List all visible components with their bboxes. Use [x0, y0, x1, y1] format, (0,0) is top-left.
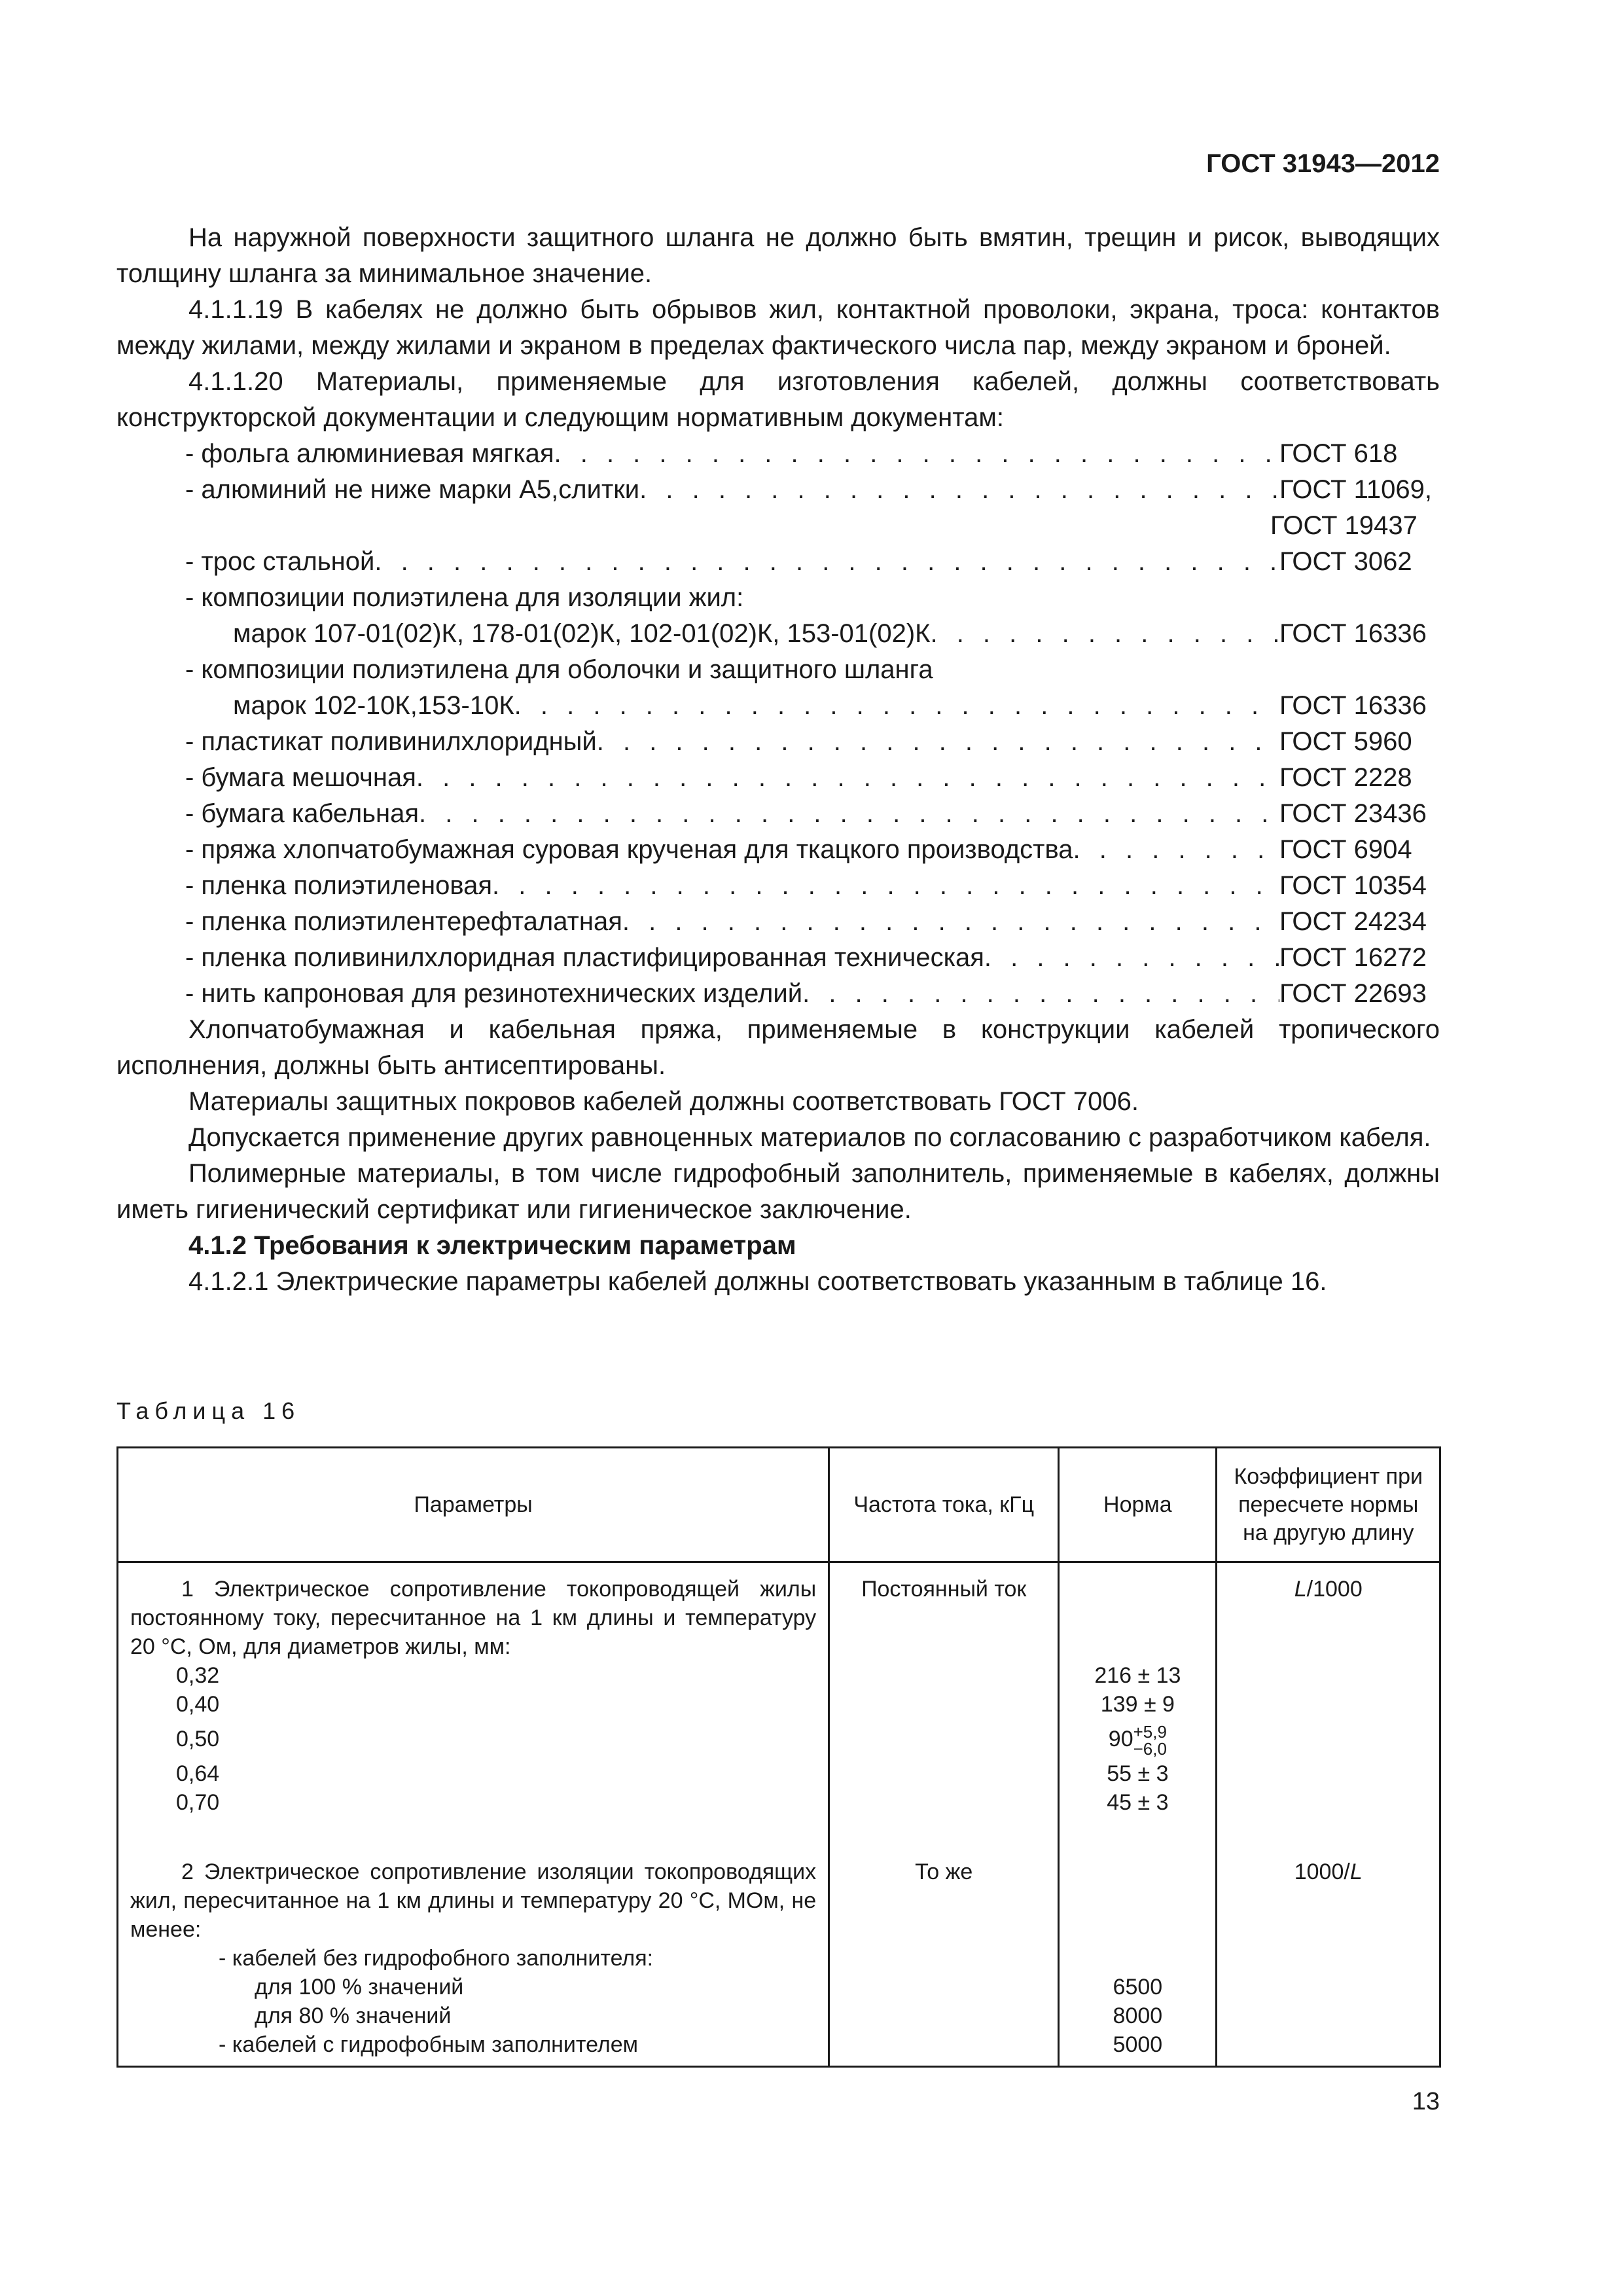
- freq-value: То же: [915, 1859, 973, 1884]
- material-label: - композиции полиэтилена для изоляции жил:: [185, 583, 744, 612]
- material-label: - бумага кабельная: [185, 799, 419, 828]
- tolerance: [1133, 1723, 1167, 1757]
- leader-dots: [514, 688, 1279, 724]
- list-item: [116, 688, 1440, 724]
- standard-ref: ГОСТ 16272: [1279, 943, 1427, 972]
- standard-ref: ГОСТ 3062: [1279, 547, 1412, 576]
- material-label: - алюминий не ниже марки А5,слитки: [185, 475, 640, 504]
- param-text: 1 Электрическое сопротивление токопроводящей жилы постоянному току, пересчитанное на 1 км длины и температуру 20 °С, Ом, для диаметров жилы, мм:: [130, 1577, 817, 1659]
- norm-value: 8000: [1113, 2003, 1163, 2028]
- table-row: [118, 1846, 1440, 2067]
- column-header: Частота тока, кГц: [829, 1448, 1059, 1562]
- freq-value: Постоянный ток: [861, 1577, 1027, 1602]
- tolerance-upper: +5,9: [1133, 1722, 1167, 1742]
- diameter-value: 0,70: [176, 1790, 220, 1815]
- leader-dots: [802, 976, 1279, 1012]
- diameter-value: 0,32: [176, 1663, 220, 1688]
- paragraph: На наружной поверхности защитного шланга не должно быть вмятин, трещин и рисок, выводящих толщину шланга за минимальное значение.: [116, 223, 1440, 288]
- material-label: - пластикат поливинилхлоридный: [185, 727, 597, 756]
- freq-cell: [829, 1562, 1059, 1846]
- leader-dots: [930, 616, 1279, 652]
- norm-cell: [1059, 1562, 1217, 1846]
- param-text: 2 Электрическое сопротивление изоляции токопроводящих жил, пересчитанное на 1 км длины и температуру 20 °С, МОм, не менее:: [130, 1859, 817, 1942]
- standard-ref: ГОСТ 2228: [1279, 763, 1412, 792]
- list-item: [116, 580, 1440, 616]
- row-spacer: [130, 1817, 816, 1846]
- table-row: [118, 1562, 1440, 1846]
- norm-base: 90: [1108, 1727, 1133, 1751]
- coef-cell: [1217, 1846, 1440, 2067]
- standard-ref-continuation: ГОСТ 19437: [1270, 511, 1418, 540]
- list-item: [116, 436, 1440, 472]
- diameter-value: 0,40: [176, 1692, 220, 1717]
- norm-cell: [1059, 1846, 1217, 2067]
- standard-ref: ГОСТ 16336: [1279, 619, 1427, 648]
- paragraph: Полимерные материалы, в том числе гидрофобный заполнитель, применяемые в кабелях, должны иметь гигиенический сертификат или гигиеническое заключение.: [116, 1159, 1440, 1224]
- material-label: - пряжа хлопчатобумажная суровая крученая для ткацкого производства: [185, 835, 1073, 864]
- leader-dots: [416, 760, 1279, 796]
- param-subitem: для 80 % значений: [255, 2003, 452, 2028]
- leader-dots: [374, 544, 1279, 580]
- paragraph: Допускается применение других равноценных материалов по согласованию с разработчиком кабеля.: [188, 1123, 1431, 1152]
- leader-dots: [492, 868, 1279, 904]
- standard-ref: ГОСТ 22693: [1279, 979, 1427, 1008]
- leader-dots: [622, 904, 1279, 940]
- coef-length-symbol: L: [1349, 1859, 1363, 1884]
- standard-ref: ГОСТ 16336: [1279, 691, 1427, 720]
- parameters-table: [116, 1446, 1441, 2068]
- diameter-value: 0,64: [176, 1761, 220, 1786]
- coef-value: [1229, 1575, 1427, 1604]
- list-item: [116, 760, 1440, 796]
- diameter-value: 0,50: [176, 1727, 220, 1751]
- materials-list: [116, 436, 1440, 1012]
- standard-ref: ГОСТ 618: [1279, 439, 1398, 468]
- leader-dots: [984, 940, 1279, 976]
- paragraph: 4.1.2.1 Электрические параметры кабелей должны соответствовать указанным в таблице 16.: [188, 1267, 1327, 1296]
- page-number: 13: [1412, 2088, 1440, 2115]
- leader-dots: [554, 436, 1279, 472]
- list-item: [116, 976, 1440, 1012]
- coef-divisor: /1000: [1306, 1577, 1363, 1602]
- leader-dots: [639, 472, 1279, 508]
- list-item: [116, 796, 1440, 832]
- list-item: [116, 940, 1440, 976]
- list-item: [116, 868, 1440, 904]
- coef-numerator: 1000/: [1294, 1859, 1350, 1884]
- list-item: [116, 724, 1440, 760]
- standard-ref: ГОСТ 24234: [1279, 907, 1427, 936]
- coef-value: [1229, 1857, 1427, 1886]
- list-item: [116, 472, 1440, 508]
- list-item: [116, 832, 1440, 868]
- column-header: Параметры: [118, 1448, 829, 1562]
- tolerance-lower: −6,0: [1133, 1739, 1167, 1759]
- leader-dots: [1073, 832, 1279, 868]
- column-header: Норма: [1059, 1448, 1217, 1562]
- coef-length-symbol: L: [1294, 1577, 1307, 1602]
- standard-ref: ГОСТ 11069,: [1279, 475, 1433, 504]
- standard-ref: ГОСТ 23436: [1279, 799, 1427, 828]
- paragraph: 4.1.1.20 Материалы, применяемые для изготовления кабелей, должны соответствовать конструкторской документации и следующим нормативным документам:: [116, 367, 1440, 432]
- list-item: [116, 616, 1440, 652]
- material-label: - трос стальной: [185, 547, 375, 576]
- param-cell: [118, 1846, 829, 2067]
- material-label: - пленка полиэтилентерефталатная: [185, 907, 622, 936]
- leader-dots: [597, 724, 1279, 760]
- norm-value: 45 ± 3: [1107, 1790, 1169, 1815]
- material-label: - пленка поливинилхлоридная пластифицированная техническая: [185, 943, 984, 972]
- standard-ref: ГОСТ 5960: [1279, 727, 1412, 756]
- section-heading: 4.1.2 Требования к электрическим параметрам: [188, 1231, 796, 1260]
- material-label: марок 102-10К,153-10К: [233, 691, 514, 720]
- norm-value: 216 ± 13: [1094, 1663, 1181, 1688]
- material-label: - композиции полиэтилена для оболочки и защитного шланга: [185, 655, 933, 684]
- material-label: - пленка полиэтиленовая: [185, 871, 493, 900]
- standard-ref: ГОСТ 10354: [1279, 871, 1427, 900]
- paragraph: 4.1.1.19 В кабелях не должно быть обрывов жил, контактной проволоки, экрана, троса: контактов между жилами, между жилами и экраном в пределах фактического числа пар, между экраном и броней.: [116, 295, 1440, 360]
- freq-cell: [829, 1846, 1059, 2067]
- list-item: [116, 544, 1440, 580]
- table-caption: Таблица 16: [116, 1397, 301, 1424]
- param-cell: [118, 1562, 829, 1846]
- leader-dots: [419, 796, 1279, 832]
- norm-value: 6500: [1113, 1975, 1163, 2000]
- document-header: ГОСТ 31943—2012: [1206, 149, 1440, 178]
- standard-ref: ГОСТ 6904: [1279, 835, 1412, 864]
- document-body: [116, 220, 1440, 1300]
- norm-value: 55 ± 3: [1107, 1761, 1169, 1786]
- norm-value-tolerance: [1071, 1719, 1204, 1759]
- param-subitem: - кабелей без гидрофобного заполнителя:: [219, 1946, 654, 1971]
- norm-value: 5000: [1113, 2032, 1163, 2057]
- table-header-row: [118, 1448, 1440, 1562]
- param-subitem: - кабелей с гидрофобным заполнителем: [219, 2032, 639, 2057]
- norm-value: 139 ± 9: [1100, 1692, 1175, 1717]
- param-subitem: для 100 % значений: [255, 1975, 464, 2000]
- column-header: Коэффициент при пересчете нормы на другую длину: [1217, 1448, 1440, 1562]
- material-label: - бумага мешочная: [185, 763, 416, 792]
- coef-cell: [1217, 1562, 1440, 1846]
- material-label: - нить капроновая для резинотехнических изделий: [185, 979, 803, 1008]
- paragraph: Материалы защитных покровов кабелей должны соответствовать ГОСТ 7006.: [188, 1087, 1139, 1116]
- material-label: марок 107-01(02)К, 178-01(02)К, 102-01(02)К, 153-01(02)К: [233, 619, 931, 648]
- list-item: [116, 904, 1440, 940]
- material-label: - фольга алюминиевая мягкая: [185, 439, 554, 468]
- list-item: [116, 652, 1440, 688]
- paragraph: Хлопчатобумажная и кабельная пряжа, применяемые в конструкции кабелей тропического исполнения, должны быть антисептированы.: [116, 1015, 1440, 1080]
